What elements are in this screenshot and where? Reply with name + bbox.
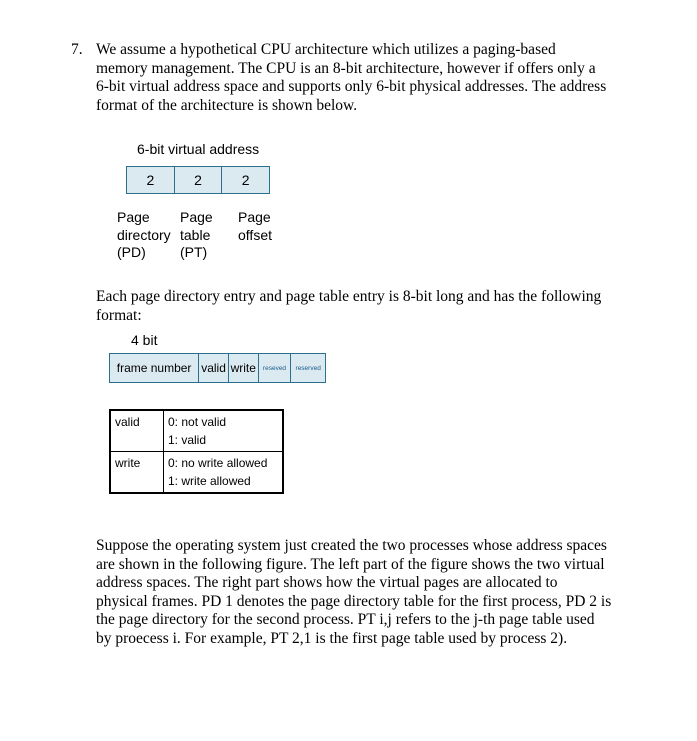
- pd-label: Page directory (PD): [117, 209, 171, 260]
- virtual-address-title: 6-bit virtual address: [137, 141, 260, 157]
- valid-field: valid: [199, 354, 229, 382]
- table-row: [110, 452, 283, 494]
- write-values: 0: no write allowed 1: write allowed: [168, 456, 268, 488]
- question-number: 7.: [71, 41, 83, 58]
- pt-label: Page table (PT): [180, 209, 213, 260]
- virtual-address-diagram: [126, 166, 270, 194]
- table-row: [110, 410, 283, 452]
- text-line: format:: [96, 306, 142, 324]
- four-bit-label: 4 bit: [131, 332, 158, 348]
- pt-bits: 2: [175, 167, 223, 193]
- text-line: the page directory for the second process. PT i,j refers to the j-th page table used: [96, 611, 595, 628]
- offset-bits: 2: [241, 172, 250, 188]
- valid-values: 0: not valid 1: valid: [164, 410, 284, 452]
- text-line: physical frames. PD 1 denotes the page directory table for the first process, PD 2 is: [96, 592, 612, 610]
- text-line: 6-bit virtual address space and supports only 6-bit physical addresses. The address: [96, 78, 607, 95]
- pd-bits: 2: [127, 167, 175, 193]
- text-line: by proecess i. For example, PT 2,1 is the first page table used by process 2).: [96, 629, 568, 647]
- entry-format-diagram: [109, 353, 326, 383]
- text-line: are shown in the following figure. The left part of the figure shows the two virtual: [96, 555, 605, 573]
- write-field: write: [229, 354, 259, 382]
- reserved-field-1: reseved: [259, 354, 292, 382]
- entry-format-paragraph: [96, 288, 636, 325]
- write-key: write: [110, 452, 164, 494]
- text-line: format of the architecture is shown below.: [96, 96, 358, 114]
- valid-key: valid: [110, 410, 164, 452]
- frame-number-field: frame number: [110, 354, 199, 382]
- processes-paragraph: [96, 537, 636, 648]
- text-line: address spaces. The right part shows how the virtual pages are allocated to: [96, 574, 558, 591]
- intro-paragraph: [96, 41, 636, 115]
- reserved-field-2: reserved: [295, 364, 321, 372]
- text-line: Each page directory entry and page table entry is 8-bit long and has the following: [96, 288, 602, 305]
- text-line: We assume a hypothetical CPU architecture which utilizes a paging-based: [96, 41, 556, 58]
- flags-table: [109, 409, 284, 494]
- text-line: memory management. The CPU is an 8-bit architecture, however if offers only a: [96, 59, 596, 77]
- offset-label: Page offset: [238, 209, 272, 243]
- text-line: Suppose the operating system just created the two processes whose address spaces: [96, 537, 607, 554]
